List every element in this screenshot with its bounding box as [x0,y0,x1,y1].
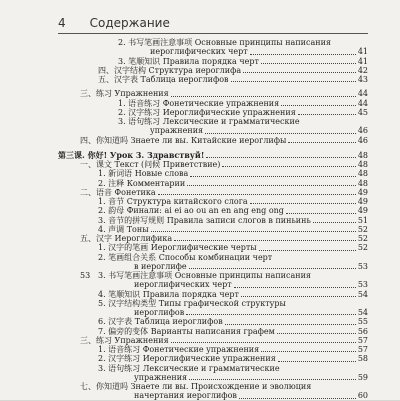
toc-entry-text: 五、汉字 Иероглифика [80,234,173,243]
toc-entry[interactable] [58,234,368,243]
toc-page-number: 49 [357,206,368,216]
toc-page-number: 44 [357,98,368,108]
toc-entry[interactable] [58,317,368,326]
toc-page-number: 58 [357,354,368,364]
toc-entry[interactable] [58,188,368,197]
toc-entry[interactable] [58,160,368,169]
toc-page-number: 60 [357,391,368,401]
toc-entry[interactable] [58,108,368,117]
toc-entry[interactable] [58,117,368,126]
toc-entry[interactable] [58,308,368,317]
toc-leader-dots [234,287,356,288]
toc-entry[interactable] [58,57,368,66]
toc-entry-text: 一、课文 Текст (问候 Приветствие) [80,160,221,169]
toc-entry[interactable] [58,262,368,271]
toc-entry-text: 2. 书写笔画注意事项 Основные принципы написания [118,38,331,47]
toc-page-number: 45 [357,107,368,117]
toc-leader-dots [222,166,355,167]
toc-entry-text: 二、语音 Фонетика [80,187,156,197]
toc-page-number: 55 [357,317,368,327]
toc-entry-text: упражнения [150,126,204,136]
toc-entry-text: 2. 注释 Комментарии [98,178,186,188]
toc-entry-text: 2. 汉字练习 Иероглифические упражнения [118,107,296,117]
toc-entry[interactable] [58,391,368,400]
toc-entry[interactable] [58,47,368,56]
toc-page-number: 44 [357,89,368,99]
toc-entry[interactable] [58,382,368,391]
toc-entry[interactable] [58,136,368,145]
toc-leader-dots [313,222,356,223]
toc-entry[interactable] [58,75,368,84]
toc-entry[interactable] [58,299,368,308]
toc-entry[interactable] [58,38,368,47]
toc-page-number: 48 [357,150,368,160]
toc-leader-dots [281,105,356,106]
toc-leader-dots [286,213,356,214]
toc-page-number: 46 [357,126,368,136]
toc-leader-dots [171,342,356,343]
toc-entry[interactable] [58,280,368,289]
toc-entry[interactable] [58,225,368,234]
toc-entry[interactable] [58,89,368,98]
toc-leader-dots [241,296,356,297]
toc-entry-text: 6. 汉字表 Таблица иероглифов [98,317,223,327]
toc-page-number: 59 [357,372,368,382]
toc-leader-dots [288,142,355,143]
toc-lesson-heading[interactable] [58,151,368,160]
toc-entry[interactable] [58,206,368,215]
toc-page-number: 52 [357,234,368,243]
toc-leader-dots [186,314,356,315]
toc-page-number: 54 [357,308,368,317]
toc-leader-dots [261,351,356,352]
toc-entry-text: 第三课. 你好! Урок 3. Здравствуй! [58,150,205,160]
toc-entry[interactable] [58,336,368,345]
toc-leader-dots [298,114,356,115]
toc-entry-text: 3. 笔顺知识 Правила порядка черт [118,56,259,66]
toc-entry-text: 1. 新词语 Новые слова [98,169,189,179]
toc-entry-text: 四、你知道吗 Знаете ли вы. Китайские иероглифы [80,135,287,145]
toc-page-number: 52 [357,224,368,234]
toc-entry-text: иероглифов [134,308,185,317]
toc-entry-text: иероглифических черт [134,280,232,290]
page-number: 4 [58,16,66,30]
toc-entry-text: 1. 音节 Структура китайского слога [98,197,248,206]
page-header [58,10,364,32]
toc-entry[interactable] [58,364,368,373]
toc-entry-text: 2. 笔画组合关系 Способы комбинации черт [98,252,273,262]
toc-leader-dots [158,194,356,195]
toc-page-number: 53 [357,280,368,290]
toc-page-number: 53 [357,261,368,271]
toc-leader-dots [261,63,356,64]
toc-entry-text: 1. 汉字的笔画 Иероглифические черты [98,243,257,253]
toc-leader-dots [225,324,356,325]
toc-leader-dots [206,157,355,158]
table-of-contents [58,38,368,401]
toc-leader-dots [243,72,356,73]
toc-page-number: 54 [357,289,368,299]
toc-leader-dots [189,379,356,380]
toc-page-number: 52 [357,243,368,253]
toc-entry-text: 3. 书写笔画注意事项 Основные принципы написания [98,271,311,280]
toc-page-number: 48 [357,178,368,188]
toc-entry[interactable] [58,327,368,336]
toc-entry-text: 四、汉字结构 Структура иероглифа [98,65,242,75]
toc-entry-text: 3. 音节的拼写规则 Правила записи слогов в пиньинь [98,215,311,225]
toc-leader-dots [171,96,356,97]
toc-entry-text: 7. 偏旁的变体 Варианты написания графем [98,326,275,336]
toc-entry-text: 3. 语句练习 Лексические и грамматические [98,363,280,373]
toc-entry-text: 2. 汉字练习 Иероглифические упражнения [98,354,276,364]
toc-leader-dots [250,54,356,55]
toc-entry-text: 2. 韵母 Финали: ai ei ao ou an en ang eng ong [98,206,284,216]
toc-page-number: 51 [357,215,368,225]
toc-page-number: 49 [357,187,368,197]
toc-entry-text: 4. 声调 Тоны [98,224,149,234]
toc-entry-text: иероглифических черт [150,47,248,57]
toc-page-number: 43 [357,75,368,84]
toc-leader-dots [231,81,356,82]
toc-entry-text: 1. 语音练习 Фонетические упражнения [118,98,280,108]
toc-page-number: 46 [357,135,368,145]
toc-leader-dots [259,250,356,251]
toc-entry-text: 4. 笔顺知识 Правила порядка черт [98,289,239,299]
header-rule [58,33,368,34]
toc-page-number: 42 [357,65,368,75]
toc-entry[interactable] [58,197,368,206]
toc-leader-dots [190,176,356,177]
toc-entry[interactable] [58,253,368,262]
toc-entry-text: 三、练习 Упражнения [80,335,169,345]
toc-entry[interactable] [58,373,368,382]
toc-entry-text: упражнения [134,372,188,382]
toc-entry-text: 五、汉字表 Таблица иероглифов [98,75,229,84]
toc-leader-dots [205,133,356,134]
toc-page-number: 49 [357,197,368,206]
toc-leader-dots [277,333,356,334]
toc-page-number: 48 [357,160,368,169]
toc-page-number: 48 [357,169,368,179]
toc-leader-dots [239,398,356,399]
toc-entry[interactable] [58,243,368,252]
toc-entry[interactable] [58,354,368,363]
toc-entry-text: 1. 语音练习 Фонетические упражнения [98,345,260,354]
toc-leader-dots [187,185,356,186]
toc-entry[interactable] [58,271,368,280]
toc-page-number: 57 [357,335,368,345]
toc-entry-text: 七、你知道吗 Знаете ли вы. Происхождение и эволюция [80,382,312,391]
toc-entry-text: 5. 汉字结构类型 Типы графической структуры [98,298,286,308]
toc-entry[interactable] [58,179,368,188]
toc-entry[interactable] [58,216,368,225]
toc-leader-dots [189,268,356,269]
toc-leader-dots [174,240,356,241]
toc-leader-dots [250,203,356,204]
page-title: Содержание [89,16,170,30]
toc-entry-text: 三、练习 Упражнения [80,89,169,99]
toc-leader-dots [151,231,356,232]
toc-entry-text: в иероглифе [134,261,187,271]
toc-entry[interactable] [58,66,368,75]
toc-page-number: 57 [357,345,368,354]
toc-leader-dots [278,361,356,362]
toc-entry[interactable] [58,290,368,299]
toc-entry[interactable] [58,126,368,135]
toc-entry[interactable] [58,345,368,354]
toc-entry[interactable] [58,169,368,178]
margin-mark: 53 [80,271,91,280]
toc-page-number: 41 [357,47,368,57]
toc-page-number: 41 [357,56,368,66]
toc-entry-text: начертания иероглифов [134,391,237,401]
toc-page-number: 56 [357,326,368,336]
toc-entry[interactable] [58,99,368,108]
toc-entry-text: 3. 语句练习 Лексические и грамматические [118,117,300,126]
